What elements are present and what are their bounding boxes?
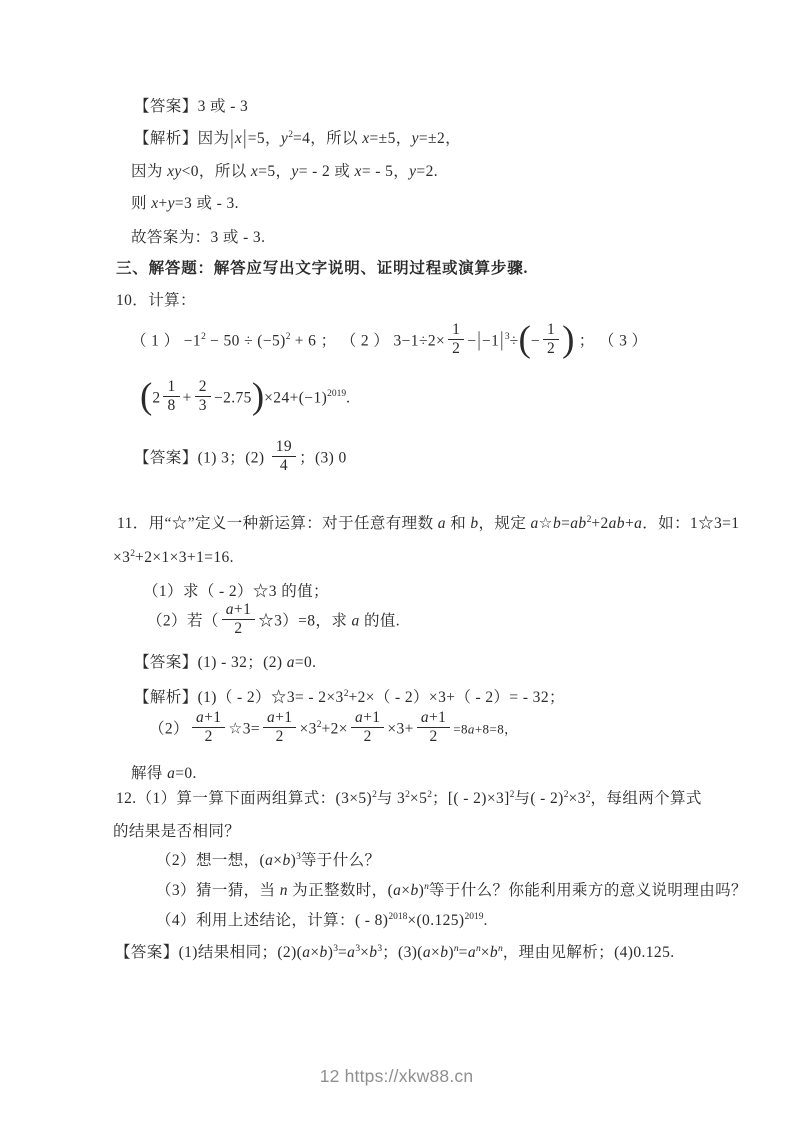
fraction [222,602,255,638]
text-segment: | [477,329,481,352]
text-segment: 2 [429,728,438,746]
text-segment: − 50 ÷ (−5) [205,332,286,350]
text-segment: a [422,944,432,961]
text-segment: × [480,944,490,961]
text-segment: y [409,163,417,180]
text-segment: 2 [288,130,293,140]
text-segment: xy [167,163,182,180]
text-segment: 2019 [327,389,347,400]
text-segment: x [354,163,362,180]
text-segment: 2 [563,790,569,800]
q10-expression-3: (2 $\frac{1}{8}$ + $\frac{2}{3}$ $-2.75)\times 24+(-1)^{2019}$. [140,375,351,417]
text-segment: 与( - 2) [514,790,564,807]
text-segment: a [195,709,205,726]
fraction-numerator [351,710,384,728]
text-segment: +2×（ - 2）×3+（ - 2）= - 32； [348,689,565,706]
text-segment: −1 [482,332,500,350]
text-segment: a [347,944,356,961]
fraction [192,710,225,746]
text-segment: 【解析】(1)（ - 2）☆3= - 2×3 [134,689,344,706]
text-segment: 2 [152,389,161,407]
text-segment: a [225,601,234,618]
text-segment: 2 [234,620,243,638]
text-segment: ； （ 3 ） [574,332,648,350]
text-segment: a [634,515,643,532]
text-segment: 10．计算： [116,292,196,309]
q11-analysis-line-2 [149,709,518,748]
text-segment: +2 [591,515,609,532]
text-segment: 3 [333,944,338,954]
text-segment: a [354,709,364,726]
text-segment: ×3 [113,549,131,566]
text-segment: + [158,195,168,212]
text-segment: =0. [294,654,317,671]
text-segment: ；(3) 0 [299,449,347,467]
text-segment: b [440,944,449,961]
text-segment: n [475,944,481,954]
text-segment: 2 [452,340,461,358]
text-segment: n [424,882,429,892]
fraction-denominator [167,397,175,414]
text-segment: 1 [452,321,461,338]
text-segment: 19 [275,438,293,455]
text-segment: ，规定 [478,515,531,532]
text-segment: （ 1 ） −1 [131,332,202,350]
text-segment: y [291,163,299,180]
fraction-denominator [199,397,207,414]
text-segment: x [234,130,243,147]
q12-part-2 [156,851,380,872]
text-segment: a [167,765,176,782]
text-segment: +8=8， [474,721,518,737]
text-segment: ☆3）=8，求 [258,612,352,630]
q10-expressions-row: （ 1 ） $-1^2 - 50 \div (-5)^2 + 6$ ； （ 2 ） 3−1÷2× $\frac{1}{2}$ $-|-1|^3\div(-$ $\frac{1}{2}$ ) ； （ 3 ） [131,318,648,360]
text-segment: 则 [131,195,152,212]
text-segment: = - 2 或 [298,163,355,180]
fraction [351,710,384,746]
text-segment: b [489,944,499,961]
text-segment: 3 [377,944,383,954]
text-segment: x [250,163,259,180]
text-segment: 2 [586,515,592,525]
text-segment: × [273,852,283,869]
text-segment: × [431,944,441,961]
fraction [195,379,211,415]
fraction [272,439,296,475]
text-segment: x [362,130,370,147]
fraction-numerator [192,710,225,728]
text-segment: y [411,130,419,147]
text-segment: = [458,944,468,961]
text-segment: 3 [504,332,510,343]
fraction-numerator [222,602,255,620]
fraction-denominator [452,340,460,357]
text-segment: 2 [201,332,206,343]
fraction-numerator [417,710,450,728]
q11-analysis-line-1 [134,688,565,709]
text-segment: × [401,882,411,899]
fraction-denominator [234,620,242,637]
text-segment: ．如：1☆3=1 [642,515,740,532]
text-segment: 等于什么？ [300,852,381,869]
text-segment: a [265,852,274,869]
text-segment: （2） [149,720,189,738]
q11-part-1 [143,582,329,603]
text-segment: ab [570,515,587,532]
text-segment: 等于什么？你能利用乘方的意义说明理由吗？ [428,882,747,899]
text-segment: 11．用“☆”定义一种新运算：对于任意有理数 [117,515,438,532]
text-segment: 的结果是否相同？ [113,823,241,840]
text-segment: a [437,515,446,532]
page-footer-url: 12 https://xkw88.cn [319,1066,474,1086]
text-segment: a [351,612,360,630]
q11-part-2 [147,601,401,640]
text-segment: 【答案】3 或 - 3 [134,98,249,115]
q12-part-3 [156,881,747,902]
text-segment: | [500,329,504,352]
text-segment: 2018 [388,912,408,922]
text-segment: 【答案】(1) - 32；(2) [134,654,287,671]
text-segment: （1）求（ - 2）☆3 的值； [143,583,329,600]
text-segment: n [279,882,288,899]
q9-analysis-line-2 [131,162,438,183]
text-segment: 2 [405,790,410,800]
text-segment: 2 [275,728,284,746]
q10-answer-line [134,438,347,477]
text-segment: a [530,515,539,532]
text-segment: 2 [130,549,136,559]
text-segment: 3 [355,944,361,954]
text-segment: = [338,944,348,961]
fraction-numerator [163,379,179,397]
text-segment: ☆3= [228,720,260,738]
text-segment: b [470,515,479,532]
text-segment: ×24+(−1) [264,389,328,407]
q9-conclusion-line [131,228,265,249]
text-segment: 2 [546,340,556,358]
text-segment: =4，所以 [292,130,363,147]
text-segment: 为正整数时，( [287,882,394,899]
text-segment: （2）若（ [147,612,219,630]
text-segment: +2× [321,720,348,738]
text-segment: = [561,515,571,532]
text-segment: a [420,709,429,726]
text-segment: <0，所以 [181,163,251,180]
text-segment: （2）想一想，( [156,852,266,869]
q11-analysis-line-3 [131,764,197,785]
text-segment: （4）利用上述结论，计算：( - 8) [156,912,389,929]
text-segment: =±5， [369,130,412,147]
text-segment: ) [418,882,425,899]
text-segment: 2 [363,728,372,746]
text-segment: =±2， [418,130,462,147]
text-segment: a [267,709,276,726]
text-segment: b [369,944,378,961]
fraction [263,710,296,746]
text-segment: 的值. [359,612,401,630]
text-segment: 2 [198,378,207,395]
text-segment: x [151,195,159,212]
text-segment: =5， [258,163,292,180]
text-segment: 【解析】因为 [134,130,230,147]
fraction-denominator [429,728,437,745]
fraction-numerator [272,439,296,457]
text-segment: 2 [316,720,322,731]
text-segment: ；[( - 2)×3] [431,790,510,807]
text-segment: a [467,944,476,961]
text-segment: +1 [233,601,252,618]
section-3-header [116,259,528,280]
fraction-denominator [276,728,284,745]
q9-analysis-line-3 [131,194,239,215]
q10-title [116,291,196,312]
fraction-numerator [263,710,296,728]
text-segment: +1 [428,709,447,726]
text-segment: ×3+ [387,720,414,738]
text-segment: 4 [279,457,288,475]
fraction-denominator [364,728,372,745]
text-segment: n [453,944,459,954]
fraction-numerator [448,322,464,340]
text-segment: ☆ [538,515,553,532]
text-segment: | [243,126,247,150]
text-segment: 三、解答题：解答应写出文字说明、证明过程或演算步骤. [116,260,529,277]
text-segment: ；(3)( [382,944,423,961]
text-segment: 1 [546,321,556,338]
q12-intro-line-1 [116,789,702,810]
q11-intro-line-2 [113,548,234,569]
text-segment: 12.（1）算一算下面两组算式：(3×5) [116,790,373,807]
text-segment: y [280,130,289,147]
q9-analysis-line-1 [134,126,462,150]
text-segment: 2 [509,790,515,800]
text-segment: +1 [363,709,381,726]
text-segment: . [483,912,488,929]
text-segment: （3）猜一猜，当 [156,882,280,899]
text-segment: 2 [427,790,432,800]
q12-intro-line-2 [113,822,240,843]
text-segment: − [530,332,540,350]
text-segment: n [498,944,503,954]
fraction-numerator [195,379,211,397]
fraction [543,322,559,358]
text-segment: ×3 [299,720,317,738]
text-segment: b [319,944,328,961]
fraction [417,710,450,746]
text-segment: 故答案为：3 或 - 3. [131,229,266,246]
text-segment: ) [290,852,297,869]
text-segment: a [393,882,402,899]
text-segment: 2 [285,332,291,343]
text-segment: | [230,126,234,150]
text-segment: 解得 [131,765,168,782]
text-segment: =3 或 - 3. [174,195,239,212]
text-segment: 2 [372,790,377,800]
text-segment: − [467,332,477,350]
text-segment: + [624,515,635,532]
q9-answer-line [134,97,248,118]
text-segment: 8 [167,397,176,415]
text-segment: ×3 [568,790,586,807]
text-segment: ×5 [409,790,428,807]
text-segment: 3 [296,852,301,862]
text-segment: 2 [343,689,349,699]
text-segment: ，每组两个算式 [590,790,702,807]
fraction-denominator [547,340,555,357]
fraction-numerator [543,322,559,340]
text-segment: b [552,515,562,532]
text-segment: b [282,852,291,869]
text-segment: + [182,389,192,407]
fraction [163,379,179,415]
text-segment: 和 [445,515,471,532]
text-segment: 因为 [131,163,168,180]
text-segment: 2019 [464,912,484,922]
fraction-denominator [205,728,213,745]
text-segment: × [360,944,370,961]
text-segment: a [302,944,311,961]
text-segment: ，理由见解析；(4)0.125. [502,944,675,961]
text-segment: 与 3 [376,790,406,807]
text-segment: y [167,195,175,212]
text-segment: 2 [204,728,213,746]
text-segment: =2. [416,163,438,180]
text-segment: . [346,389,351,407]
text-segment: ÷ [509,332,519,350]
text-segment: 1 [167,378,176,395]
q11-intro-line-1 [117,514,739,535]
text-segment: +2×1×3+1=16. [135,549,234,566]
text-segment: 【答案】(1) 3；(2) [134,449,269,467]
text-segment: =8 [453,721,468,737]
text-segment: 2 [585,790,591,800]
q12-answer-line [115,943,675,964]
text-segment: +1 [204,709,222,726]
text-segment: b [410,882,419,899]
text-segment: a [286,654,295,671]
text-segment: ) [448,944,454,961]
text-segment: × [310,944,320,961]
text-segment: + 6 ； （ 2 ） 3−1÷2× [290,332,446,350]
text-segment: =5， [247,130,281,147]
q11-answer-line [134,653,316,674]
text-segment: =0. [175,765,197,782]
text-segment: 【答案】(1)结果相同；(2)( [115,944,303,961]
text-segment: +1 [275,709,293,726]
text-segment: ×(0.125) [407,912,465,929]
text-segment: ab [608,515,625,532]
text-segment: 3 [198,397,207,415]
text-segment: ) [327,944,334,961]
text-segment: a [467,721,475,737]
text-segment: −2.75 [213,389,252,407]
fraction-denominator [280,457,288,474]
text-segment: = - 5， [361,163,410,180]
fraction [448,322,464,358]
q12-part-4 [156,911,488,932]
